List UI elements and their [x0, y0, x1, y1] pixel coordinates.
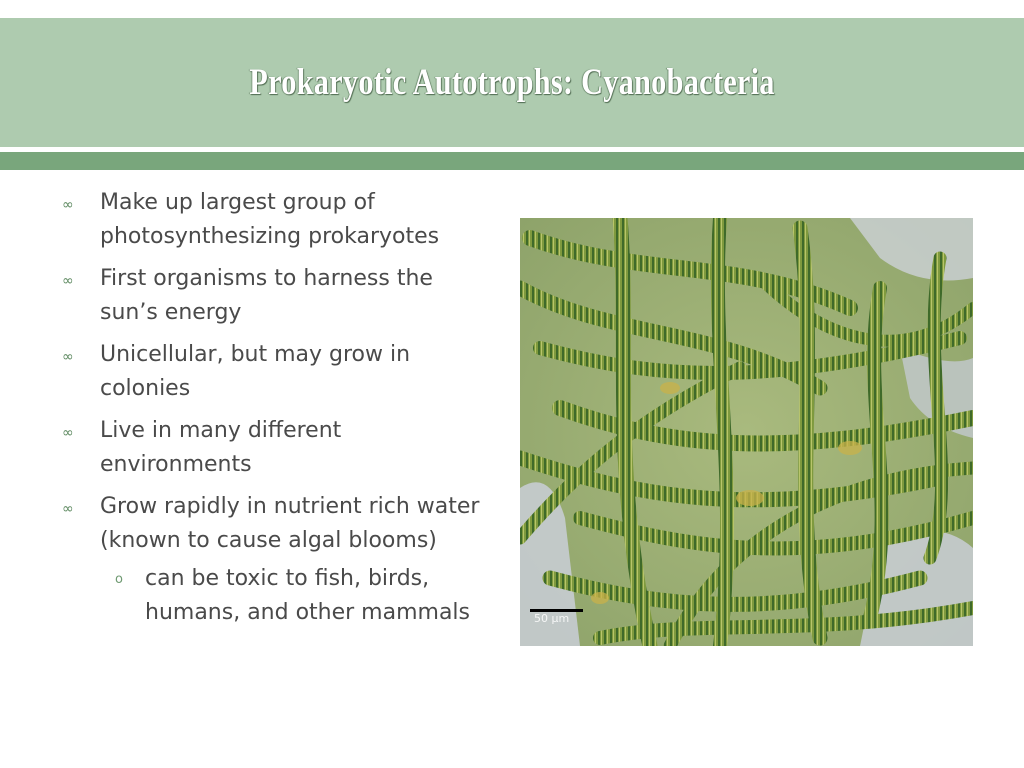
bullet-list: [62, 186, 482, 638]
bullet-text: Live in many different environments: [100, 418, 342, 477]
curl-bullet-icon: ∞: [62, 197, 74, 213]
title-band: [0, 18, 1024, 147]
slide-title: Prokaryotic Autotrophs: Cyanobacteria: [249, 62, 775, 103]
bullet-text: First organisms to harness the sun’s energy: [100, 266, 433, 325]
sub-bullet-list: [100, 562, 482, 630]
micrograph-illustration: [520, 218, 973, 646]
bullet-text: Make up largest group of photosynthesizing prokaryotes: [100, 190, 440, 249]
sub-bullet-item: [100, 562, 482, 630]
title-divider-band: [0, 152, 1024, 170]
curl-bullet-icon: ∞: [62, 349, 74, 365]
bullet-text: Unicellular, but may grow in colonies: [100, 342, 411, 401]
bullet-item: [62, 414, 482, 482]
cyanobacteria-micrograph: [520, 218, 973, 646]
curl-bullet-icon: ∞: [62, 501, 74, 517]
scale-bar-label: 50 µm: [534, 612, 570, 625]
hollow-circle-icon: o: [115, 572, 123, 587]
bullet-item: [62, 262, 482, 330]
bullet-item: [62, 338, 482, 406]
bullet-text: Grow rapidly in nutrient rich water (known to cause algal blooms): [100, 494, 480, 553]
curl-bullet-icon: ∞: [62, 273, 74, 289]
bullet-item: [62, 186, 482, 254]
bullet-item: [62, 490, 482, 630]
sub-bullet-text: can be toxic to fish, birds, humans, and other mammals: [145, 566, 471, 625]
curl-bullet-icon: ∞: [62, 425, 74, 441]
